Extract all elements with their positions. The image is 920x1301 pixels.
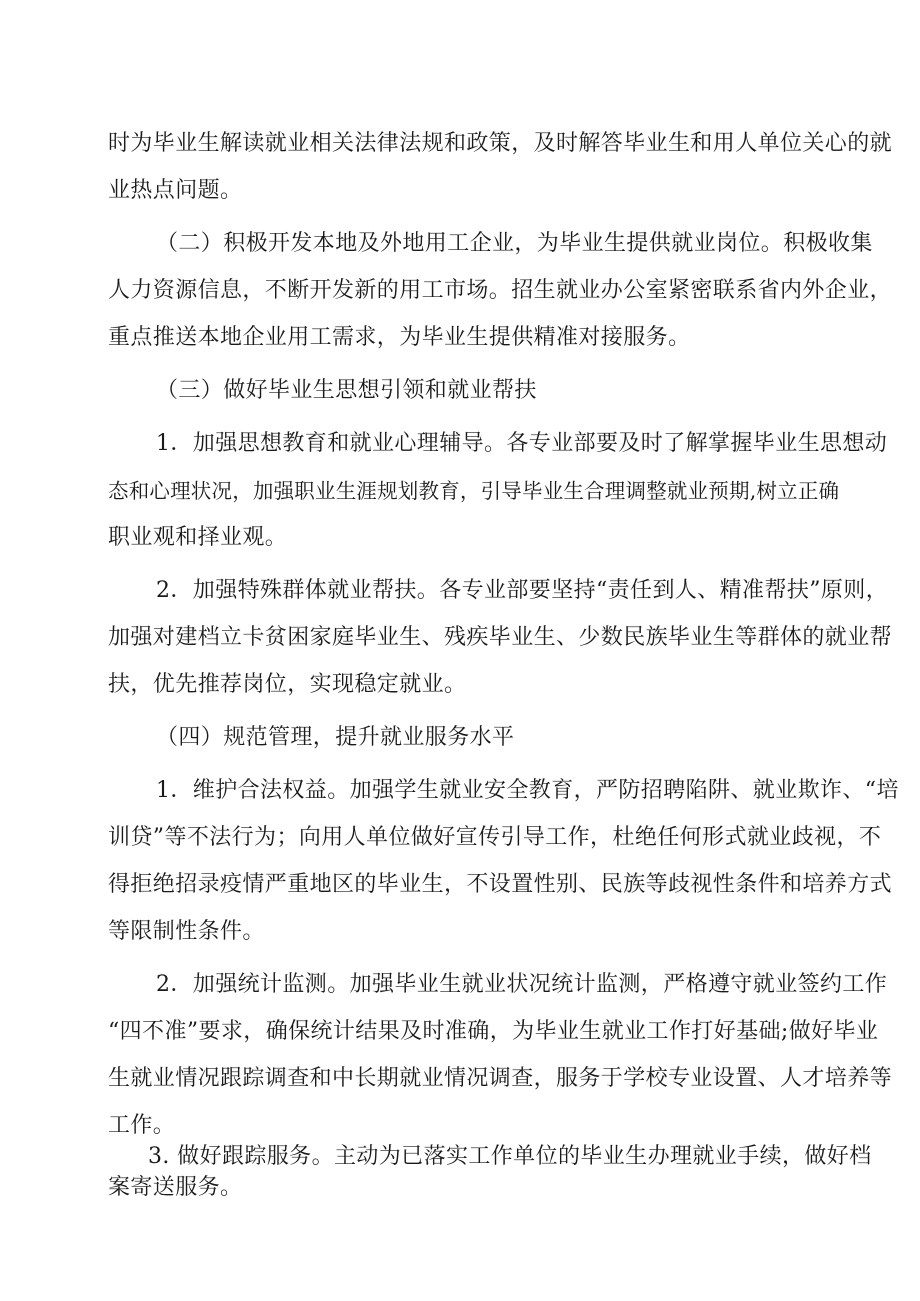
list-item-line: 1．加强思想教育和就业心理辅导。各专业部要及时了解掌握毕业生思想动 (156, 431, 888, 456)
paragraph-line: 扶，优先推荐岗位，实现稳定就业。 (108, 672, 467, 697)
paragraph-line: 生就业情况跟踪调查和中长期就业情况调查，服务于学校专业设置、人才培养等 (108, 1066, 893, 1091)
list-item-line: 3. 做好跟踪服务。主动为已落实工作单位的毕业生办理就业手续，做好档 (148, 1144, 872, 1169)
paragraph-line: 态和心理状况，加强职业生涯规划教育，引导毕业生合理调整就业预期,树立正确 (108, 479, 840, 503)
section-heading-line: （二）积极开发本地及外地用工企业，为毕业生提供就业岗位。积极收集 (156, 231, 873, 256)
paragraph-line: 业热点问题。 (108, 178, 243, 203)
paragraph-line: 等限制性条件。 (108, 919, 265, 944)
list-item-line: 2．加强统计监测。加强毕业生就业状况统计监测，严格遵守就业签约工作 (156, 972, 888, 997)
section-heading: （四）规范管理，提升就业服务水平 (156, 725, 515, 750)
paragraph-line: 训贷”等不法行为；向用人单位做好宣传引导工作，杜绝任何形式就业歧视，不 (108, 825, 882, 850)
paragraph-line: 得拒绝招录疫情严重地区的毕业生，不设置性别、民族等歧视性条件和培养方式 (108, 872, 893, 897)
section-heading: （三）做好毕业生思想引领和就业帮扶 (156, 378, 537, 403)
paragraph-line: 重点推送本地企业用工需求，为毕业生提供精准对接服务。 (108, 325, 691, 350)
paragraph-line: 工作。 (108, 1113, 176, 1138)
paragraph-line: 时为毕业生解读就业相关法律法规和政策，及时解答毕业生和用人单位关心的就 (108, 131, 893, 156)
paragraph-line: “四不准”要求，确保统计结果及时准确，为毕业生就业工作打好基础;做好毕业 (108, 1019, 879, 1044)
paragraph-line: 人力资源信息，不断开发新的用工市场。招生就业办公室紧密联系省内外企业， (108, 278, 893, 303)
paragraph-line: 案寄送服务。 (108, 1175, 243, 1200)
list-item-line: 1．维护合法权益。加强学生就业安全教育，严防招聘陷阱、就业欺诈、“培 (156, 778, 899, 803)
paragraph-line: 加强对建档立卡贫困家庭毕业生、残疾毕业生、少数民族毕业生等群体的就业帮 (108, 625, 893, 650)
list-item-line: 2．加强特殊群体就业帮扶。各专业部要坚持“责任到人、精准帮扶”原则， (156, 578, 889, 603)
paragraph-line: 职业观和择业观。 (108, 525, 288, 550)
